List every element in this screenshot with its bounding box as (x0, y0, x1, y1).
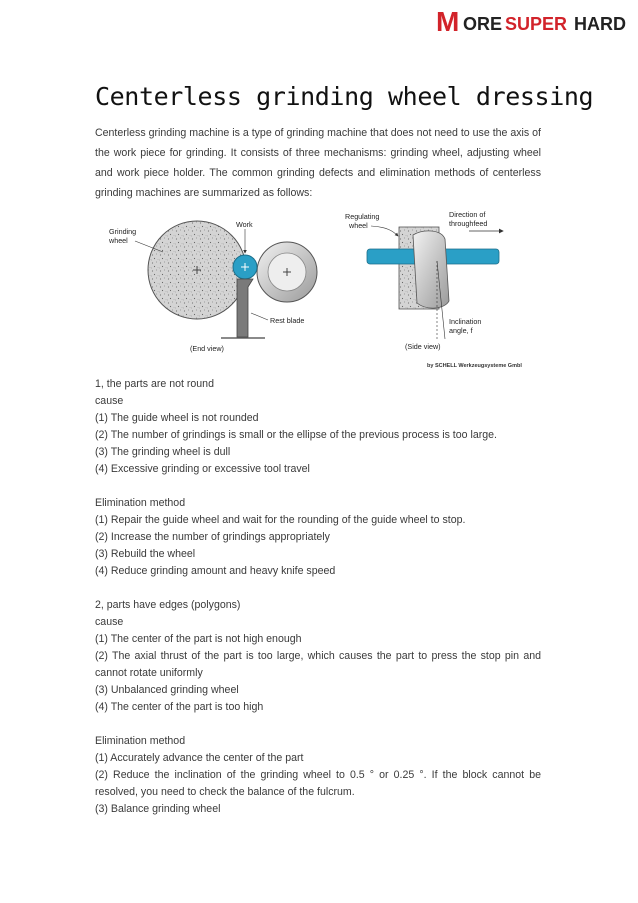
label-inclination-2: angle, f (449, 326, 473, 335)
list-item: (3) Rebuild the wheel (95, 548, 196, 560)
list-item: (2) Reduce the inclination of the grinding wheel to 0.5 ° or 0.25 °. If the block cannot be resolved, you need to check the balance of the fulcrum. (95, 769, 541, 798)
defects-content (95, 376, 541, 818)
label-end-view: (End view) (190, 344, 224, 353)
end-view (108, 220, 317, 353)
figure-credit: by SCHELL Werkzeugsysteme Gmbl (427, 363, 522, 369)
intro-paragraph: Centerless grinding machine is a type of grinding machine that does not need to use the axis of the work piece for grinding. It consists of three mechanisms: grinding wheel, adjusting wheel and work piece holder. The common grinding defects and elimination methods of centerless grinding machines are summarized as follows: (95, 127, 541, 199)
label-inclination: Inclination (449, 317, 482, 326)
list-item: (4) Excessive grinding or excessive tool travel (95, 463, 310, 475)
list-item: (1) Repair the guide wheel and wait for the rounding of the guide wheel to stop. (95, 514, 466, 526)
page-title: Centerless grinding wheel dressing (95, 82, 594, 111)
list-item: (1) The center of the part is not high enough (95, 633, 302, 645)
list-item: (4) Reduce grinding amount and heavy knife speed (95, 565, 336, 577)
label-grinding-wheel: Grinding (109, 227, 137, 236)
list-item: (2) Increase the number of grindings appropriately (95, 531, 330, 543)
brand-logo[interactable] (436, 6, 632, 36)
logo-letter-m: M (436, 6, 460, 36)
list-item: (1) Accurately advance the center of the part (95, 752, 304, 764)
side-view (345, 210, 522, 369)
label-regulating-wheel-2: wheel (349, 221, 368, 230)
list-item: (2) The axial thrust of the part is too large, which causes the part to press the stop pin and cannot rotate uniformly (95, 650, 541, 679)
label-direction-2: throughfeed (449, 219, 488, 228)
section-heading: 1, the parts are not round (95, 378, 214, 390)
cause-label: cause (95, 616, 124, 628)
logo-word-ore: ORE (463, 14, 503, 34)
cause-label: cause (95, 395, 124, 407)
list-item: (3) Unbalanced grinding wheel (95, 684, 239, 696)
list-item: (1) The guide wheel is not rounded (95, 412, 259, 424)
label-rest-blade: Rest blade (270, 316, 305, 325)
label-side-view: (Side view) (405, 342, 441, 351)
label-regulating-wheel: Regulating (345, 212, 380, 221)
list-item: (3) Balance grinding wheel (95, 803, 221, 815)
section-heading: 2, parts have edges (polygons) (95, 599, 241, 611)
label-grinding-wheel-2: wheel (109, 236, 128, 245)
rest-blade-shape (237, 279, 253, 337)
method-label: Elimination method (95, 735, 186, 747)
method-label: Elimination method (95, 497, 186, 509)
label-direction: Direction of (449, 210, 486, 219)
side-regulating-wheel (413, 231, 449, 308)
list-item: (3) The grinding wheel is dull (95, 446, 231, 458)
logo-word-hard: HARD (574, 14, 626, 34)
label-work: Work (236, 220, 253, 229)
list-item: (2) The number of grindings is small or the ellipse of the previous process is too large. (95, 429, 497, 441)
grinding-diagram (95, 205, 545, 377)
logo-word-super: SUPER (505, 14, 568, 34)
list-item: (4) The center of the part is too high (95, 701, 264, 713)
